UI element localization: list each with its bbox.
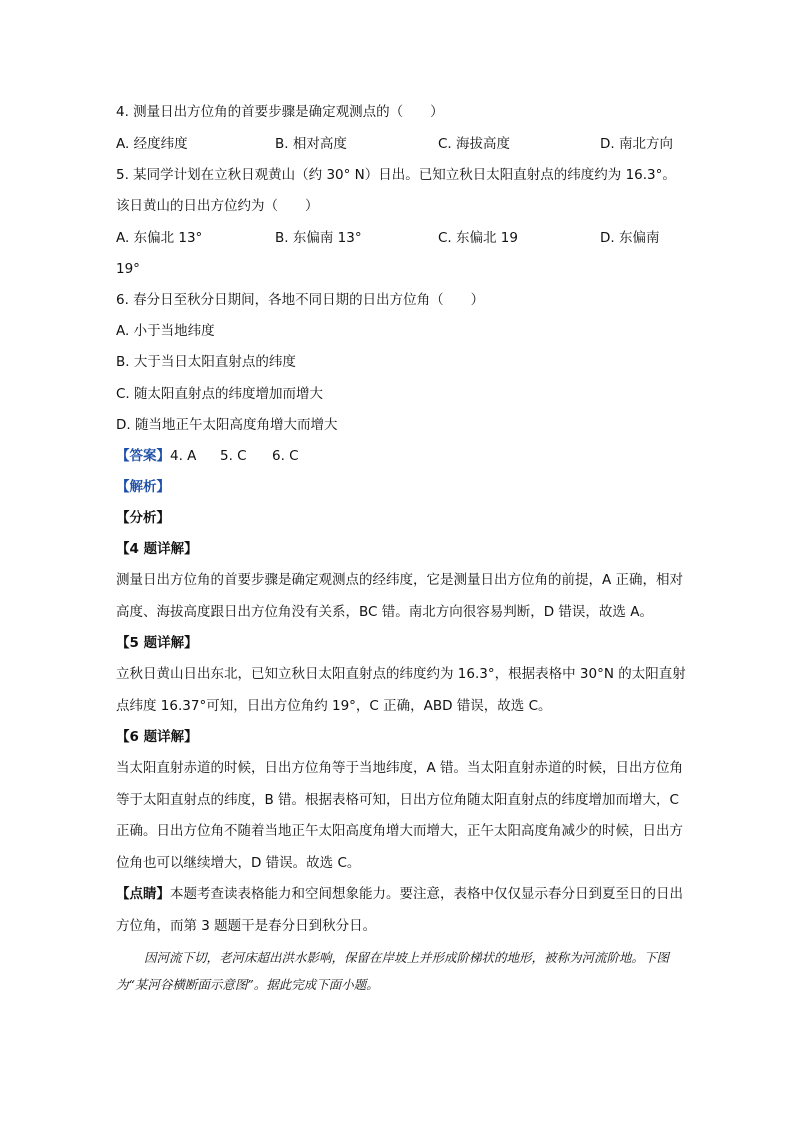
detail-4-text: 测量日出方位角的首要步骤是确定观测点的经纬度，它是测量日出方位角的前提，A 正确，相对高度、海拔高度跟日出方位角没有关系，BC 错。南北方向很容易判断，D 错误，故选 A。 — [116, 572, 684, 620]
dianjing-text: 本题考查读表格能力和空间想象能力。要注意，表格中仅仅显示春分日到夏至日的日出方位角，而第 3 题题干是春分日到秋分日。 — [116, 886, 683, 934]
dianjing-block — [116, 879, 688, 942]
dianjing-label: 【点睛】 — [116, 886, 170, 902]
q5-option-d: D. 东偏南 — [600, 230, 660, 246]
q6-option-a: A. 小于当地纬度 — [116, 323, 215, 339]
q4-option-d: D. 南北方向 — [600, 136, 673, 152]
answer-5: 5. C — [220, 448, 247, 464]
q5-option-c: C. 东偏北 19 — [438, 230, 518, 246]
question-5-stem-line1: 5. 某同学计划在立秋日观黄山（约 30° N）日出。已知立秋日太阳直射点的纬度约为 16.3°。 — [116, 167, 676, 183]
detail-4-label: 【4 题详解】 — [116, 541, 198, 557]
q4-option-c: C. 海拔高度 — [438, 136, 511, 152]
q5-option-b: B. 东偏南 13° — [275, 230, 362, 246]
q4-option-a: A. 经度纬度 — [116, 136, 188, 152]
question-4-stem: 4. 测量日出方位角的首要步骤是确定观测点的（ ） — [116, 104, 444, 120]
detail-5-label: 【5 题详解】 — [116, 635, 198, 651]
q4-option-b: B. 相对高度 — [275, 136, 347, 152]
detail-6-label: 【6 题详解】 — [116, 729, 198, 745]
next-section-intro: 因河流下切，老河床超出洪水影响，保留在岸坡上并形成阶梯状的地形，被称为河流阶地。下图为“某河谷横断面示意图”。据此完成下面小题。 — [116, 950, 670, 992]
detail-6-text: 当太阳直射赤道的时候，日出方位角等于当地纬度，A 错。当太阳直射赤道的时候，日出方位角等于太阳直射点的纬度，B 错。根据表格可知，日出方位角随太阳直射点的纬度增加而增大，C 正确。日出方位角不随着当地正午太阳高度角增大而增大，正午太阳高度角减少的时候，日出方位角也可以继续增大，D 错误。故选 C。 — [116, 760, 684, 871]
q6-option-b: B. 大于当日太阳直射点的纬度 — [116, 354, 296, 370]
answer-6: 6. C — [272, 448, 299, 464]
question-6-stem: 6. 春分日至秋分日期间，各地不同日期的日出方位角（ ） — [116, 292, 485, 308]
answer-4: 4. A — [170, 448, 197, 464]
answer-row — [116, 446, 716, 466]
question-5-options — [116, 228, 716, 248]
detail-5-text: 立秋日黄山日出东北，已知立秋日太阳直射点的纬度约为 16.3°，根据表格中 30°N 的太阳直射点纬度 16.37°可知，日出方位角约 19°，C 正确，ABD 错误，故选 C。 — [116, 666, 686, 714]
question-5-stem-line2: 该日黄山的日出方位约为（ ） — [116, 198, 319, 214]
q6-option-d: D. 随当地正午太阳高度角增大而增大 — [116, 417, 338, 433]
analysis-label: 【解析】 — [116, 479, 170, 495]
q6-option-c: C. 随太阳直射点的纬度增加而增大 — [116, 386, 324, 402]
fenxi-label: 【分析】 — [116, 510, 170, 526]
question-4-options — [116, 134, 716, 154]
q5-option-a: A. 东偏北 13° — [116, 230, 203, 246]
q5-option-d-wrap: 19° — [116, 261, 140, 277]
answer-label: 【答案】 — [116, 448, 170, 464]
